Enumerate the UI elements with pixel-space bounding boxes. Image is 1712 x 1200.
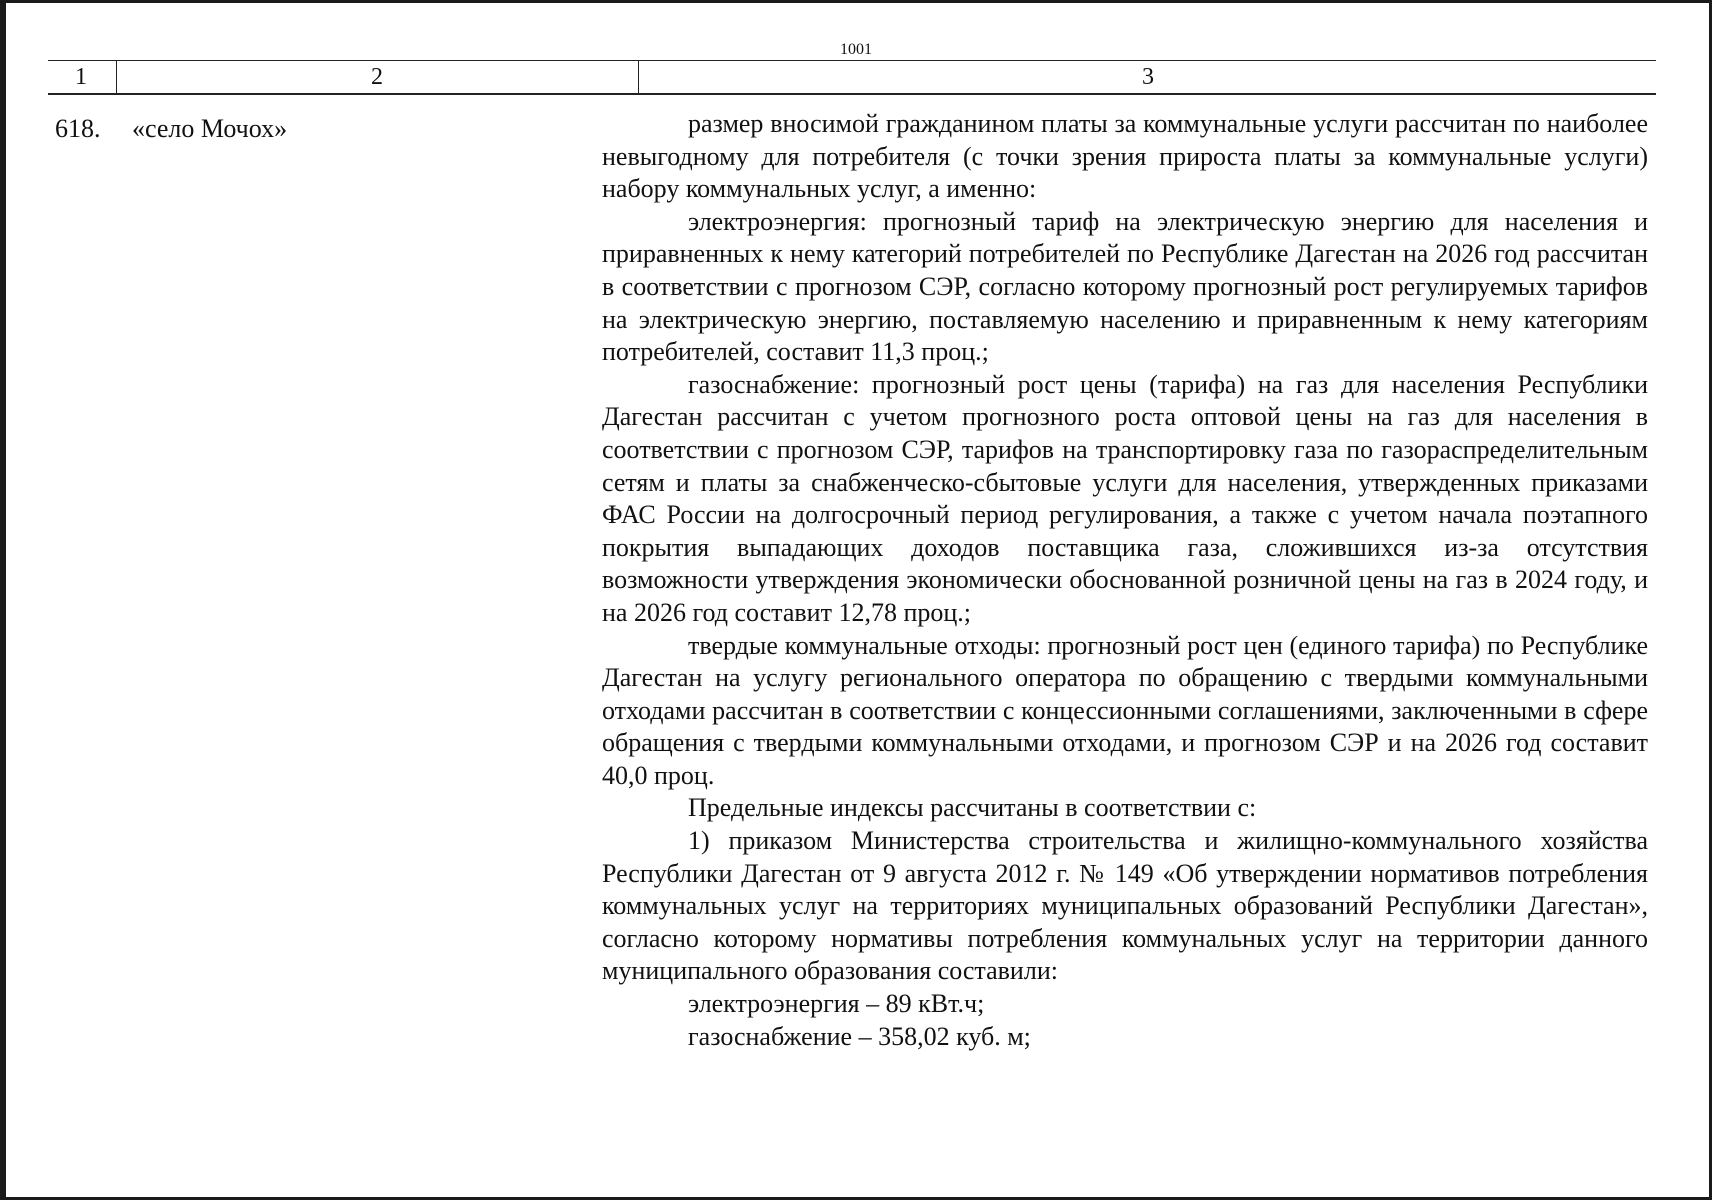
paragraph-intro: размер вносимой гражданином платы за коммунальные услуги рассчитан по наиболее невыгодному для потребителя (с точки зрения прироста платы за коммунальные услуги) набору коммунальных услуг, а именно: — [602, 109, 1648, 204]
norm-gas: газоснабжение – 358,02 куб. м; — [688, 1021, 1031, 1051]
table-header-col-3: 3 — [638, 61, 1657, 93]
paragraph-solid-waste: твердые коммунальные отходы: прогнозный рост цен (единого тарифа) по Республике Дагестан на услугу регионального оператора по обращению с твердыми коммунальными отходами рассчитан в соответствии с концессионными соглашениями, заключенными в сфере обращения с твердыми коммунальными отходами, и прогнозом СЭР и на 2026 год составит 40,0 проц. — [602, 630, 1648, 790]
page-number: 1001 — [840, 41, 872, 58]
scan-border-left — [0, 0, 6, 1200]
table-header-col-2: 2 — [116, 61, 637, 93]
norm-electricity: электроэнергия – 89 кВт.ч; — [688, 989, 985, 1019]
scan-border-top — [0, 0, 1712, 3]
settlement-name: «село Мочох» — [132, 114, 288, 143]
row-description — [602, 108, 1648, 1053]
paragraph-indices-basis: Предельные индексы рассчитаны в соответствии с: — [688, 793, 1257, 823]
paragraph-electricity: электроэнергия: прогнозный тариф на электрическую энергию для населения и приравненных к нему категорий потребителей по Республике Дагестан на 2026 год рассчитан в соответствии с прогнозом СЭР, согласно которому прогнозный рост регулируемых тарифов на электрическую энергию, поставляемую населению и приравненным к нему категориям потребителей, составит 11,3 проц.; — [602, 206, 1648, 367]
row-number: 618. — [55, 114, 101, 143]
table-header-row — [48, 60, 1656, 95]
table-header-col-1: 1 — [75, 64, 87, 90]
paragraph-ministry-order: 1) приказом Министерства строительства и жилищно-коммунального хозяйства Республики Дагестан от 9 августа 2012 г. № 149 «Об утверждении нормативов потребления коммунальных услуг на территориях муниципальных образований Республики Дагестан», согласно которому нормативы потребления коммунальных услуг на территории данного муниципального образования составили: — [602, 826, 1648, 986]
paragraph-gas: газоснабжение: прогнозный рост цены (тарифа) на газ для населения Республики Дагестан рассчитан с учетом прогнозного роста оптовой цены на газ для населения в соответствии с прогнозом СЭР, тарифов на транспортировку газа по газораспределительным сетям и платы за снабженческо-сбытовые услуги для населения, утвержденных приказами ФАС России на долгосрочный период регулирования, а также с учетом начала поэтапного покрытия выпадающих доходов поставщика газа, сложившихся из-за отсутствия возможности утверждения экономически обоснованной розничной цены на газ в 2024 году, и на 2026 год составит 12,78 проц.; — [602, 369, 1648, 627]
